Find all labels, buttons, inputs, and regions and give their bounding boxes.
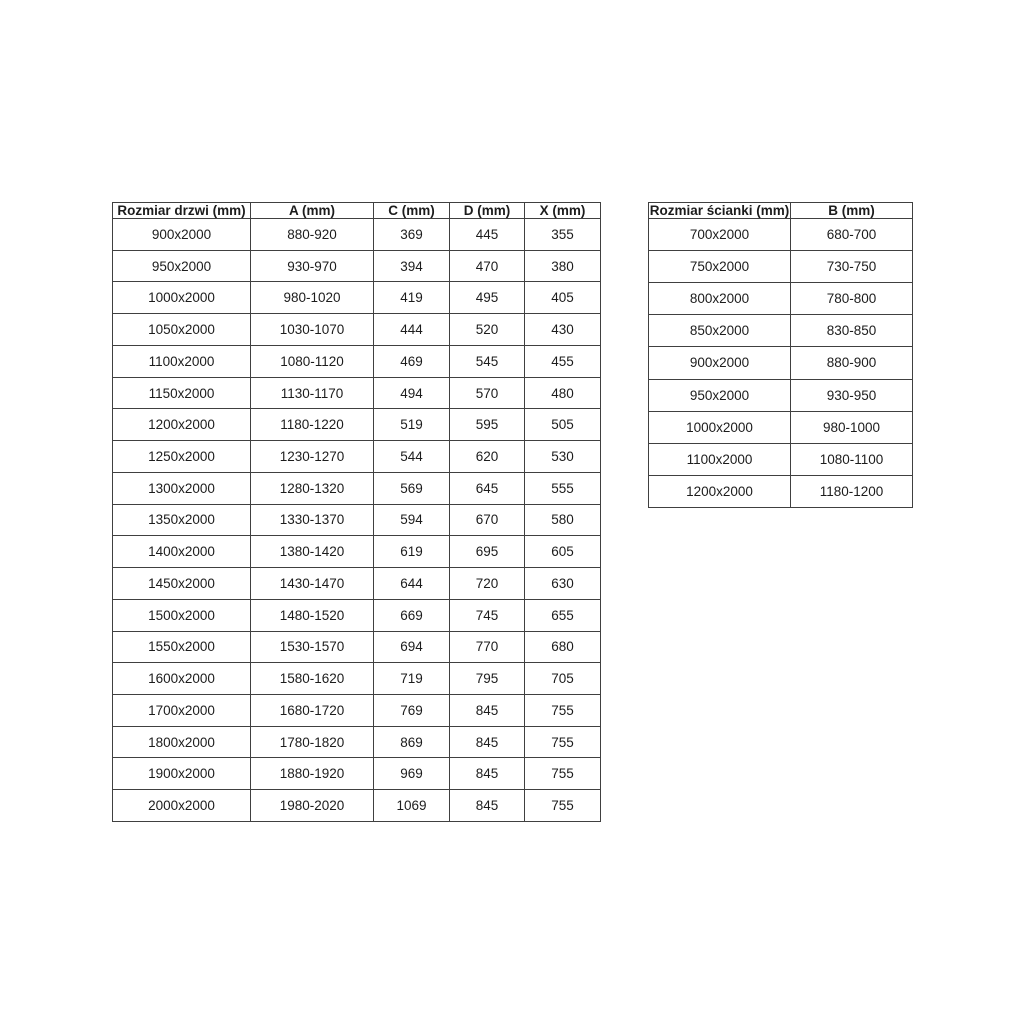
table-cell: 694 [374,631,450,663]
table-cell: 430 [525,314,601,346]
table-cell: 770 [450,631,525,663]
table-cell: 1180-1220 [251,409,374,441]
table-row [113,695,601,727]
table-cell: 445 [450,219,525,251]
table-cell: 530 [525,441,601,473]
table-cell: 669 [374,599,450,631]
table-row [113,758,601,790]
table-cell: 869 [374,726,450,758]
table-cell: 369 [374,219,450,251]
table-row [649,219,913,251]
table-cell: 769 [374,695,450,727]
table-cell: 755 [525,758,601,790]
table-cell: 595 [450,409,525,441]
table-cell: 680-700 [791,219,913,251]
table-cell: 720 [450,568,525,600]
table-cell: 1000x2000 [649,411,791,443]
table-cell: 755 [525,790,601,822]
table-cell: 1069 [374,790,450,822]
table-cell: 1450x2000 [113,568,251,600]
table-cell: 405 [525,282,601,314]
table-row [649,251,913,283]
table-cell: 355 [525,219,601,251]
table-cell: 469 [374,345,450,377]
table-cell: 494 [374,377,450,409]
table-cell: 1150x2000 [113,377,251,409]
table-cell: 519 [374,409,450,441]
table-cell: 845 [450,790,525,822]
table-cell: 1350x2000 [113,504,251,536]
table-cell: 850x2000 [649,315,791,347]
table-row [649,347,913,379]
door-table-body [113,219,601,822]
table-cell: 655 [525,599,601,631]
table-cell: 1430-1470 [251,568,374,600]
table-cell: 980-1000 [791,411,913,443]
table-row [113,345,601,377]
table-cell: 830-850 [791,315,913,347]
table-cell: 495 [450,282,525,314]
table-cell: 1050x2000 [113,314,251,346]
table-cell: 1280-1320 [251,472,374,504]
table-cell: 755 [525,726,601,758]
table-cell: 930-970 [251,250,374,282]
table-row [113,726,601,758]
table-cell: 1200x2000 [649,475,791,507]
table-cell: 1130-1170 [251,377,374,409]
table-cell: 900x2000 [113,219,251,251]
table-row [649,283,913,315]
table-cell: 1500x2000 [113,599,251,631]
table-cell: 1080-1100 [791,443,913,475]
table-cell: 695 [450,536,525,568]
table-cell: 1800x2000 [113,726,251,758]
table-cell: 1780-1820 [251,726,374,758]
table-cell: 1480-1520 [251,599,374,631]
table-cell: 620 [450,441,525,473]
table-cell: 705 [525,663,601,695]
column-header-x: X (mm) [525,203,601,219]
table-cell: 719 [374,663,450,695]
table-cell: 1200x2000 [113,409,251,441]
table-row [113,250,601,282]
wall-size-table-grid [648,202,913,508]
table-cell: 670 [450,504,525,536]
column-header-b: B (mm) [791,203,913,219]
table-cell: 1880-1920 [251,758,374,790]
table-row [113,282,601,314]
table-cell: 1680-1720 [251,695,374,727]
table-cell: 619 [374,536,450,568]
table-cell: 750x2000 [649,251,791,283]
table-row [649,315,913,347]
column-header-c: C (mm) [374,203,450,219]
table-row [113,314,601,346]
table-row [113,631,601,663]
table-cell: 569 [374,472,450,504]
table-cell: 1580-1620 [251,663,374,695]
table-cell: 700x2000 [649,219,791,251]
table-cell: 780-800 [791,283,913,315]
column-header-d: D (mm) [450,203,525,219]
table-row [113,599,601,631]
door-size-table-grid [112,202,601,822]
table-cell: 1230-1270 [251,441,374,473]
table-row [113,409,601,441]
table-cell: 1380-1420 [251,536,374,568]
table-cell: 845 [450,758,525,790]
table-row [113,663,601,695]
table-cell: 845 [450,695,525,727]
table-cell: 1600x2000 [113,663,251,695]
table-cell: 795 [450,663,525,695]
table-cell: 1030-1070 [251,314,374,346]
table-cell: 644 [374,568,450,600]
table-cell: 730-750 [791,251,913,283]
table-row [113,441,601,473]
door-table-header-row [113,203,601,219]
table-cell: 880-920 [251,219,374,251]
table-cell: 745 [450,599,525,631]
table-cell: 645 [450,472,525,504]
table-cell: 680 [525,631,601,663]
table-cell: 900x2000 [649,347,791,379]
table-cell: 594 [374,504,450,536]
table-cell: 1530-1570 [251,631,374,663]
table-row [113,504,601,536]
table-cell: 555 [525,472,601,504]
column-header-door-size: Rozmiar drzwi (mm) [113,203,251,219]
table-cell: 1900x2000 [113,758,251,790]
table-cell: 1180-1200 [791,475,913,507]
table-cell: 630 [525,568,601,600]
table-row [113,472,601,504]
table-cell: 570 [450,377,525,409]
table-cell: 755 [525,695,601,727]
door-size-table [112,202,600,822]
table-cell: 880-900 [791,347,913,379]
table-cell: 980-1020 [251,282,374,314]
wall-table-header-row [649,203,913,219]
table-cell: 505 [525,409,601,441]
table-cell: 950x2000 [113,250,251,282]
wall-table-body [649,219,913,508]
table-row [649,443,913,475]
table-cell: 520 [450,314,525,346]
table-cell: 480 [525,377,601,409]
table-cell: 1550x2000 [113,631,251,663]
table-row [113,219,601,251]
table-row [649,379,913,411]
table-cell: 444 [374,314,450,346]
table-cell: 930-950 [791,379,913,411]
wall-size-table [648,202,912,508]
table-cell: 950x2000 [649,379,791,411]
table-cell: 800x2000 [649,283,791,315]
table-cell: 845 [450,726,525,758]
table-cell: 1300x2000 [113,472,251,504]
column-header-wall-size: Rozmiar ścianki (mm) [649,203,790,218]
table-cell: 1100x2000 [113,345,251,377]
table-cell: 1100x2000 [649,443,791,475]
table-cell: 1250x2000 [113,441,251,473]
table-cell: 1980-2020 [251,790,374,822]
table-cell: 605 [525,536,601,568]
table-cell: 470 [450,250,525,282]
table-cell: 1000x2000 [113,282,251,314]
table-cell: 545 [450,345,525,377]
table-cell: 1700x2000 [113,695,251,727]
table-row [649,411,913,443]
table-cell: 1400x2000 [113,536,251,568]
table-cell: 380 [525,250,601,282]
column-header-a: A (mm) [251,203,374,219]
table-cell: 455 [525,345,601,377]
table-cell: 2000x2000 [113,790,251,822]
table-cell: 580 [525,504,601,536]
table-row [649,475,913,507]
table-row [113,790,601,822]
table-cell: 544 [374,441,450,473]
table-cell: 394 [374,250,450,282]
table-cell: 1330-1370 [251,504,374,536]
table-row [113,568,601,600]
table-row [113,377,601,409]
table-cell: 1080-1120 [251,345,374,377]
table-cell: 969 [374,758,450,790]
table-row [113,536,601,568]
table-cell: 419 [374,282,450,314]
